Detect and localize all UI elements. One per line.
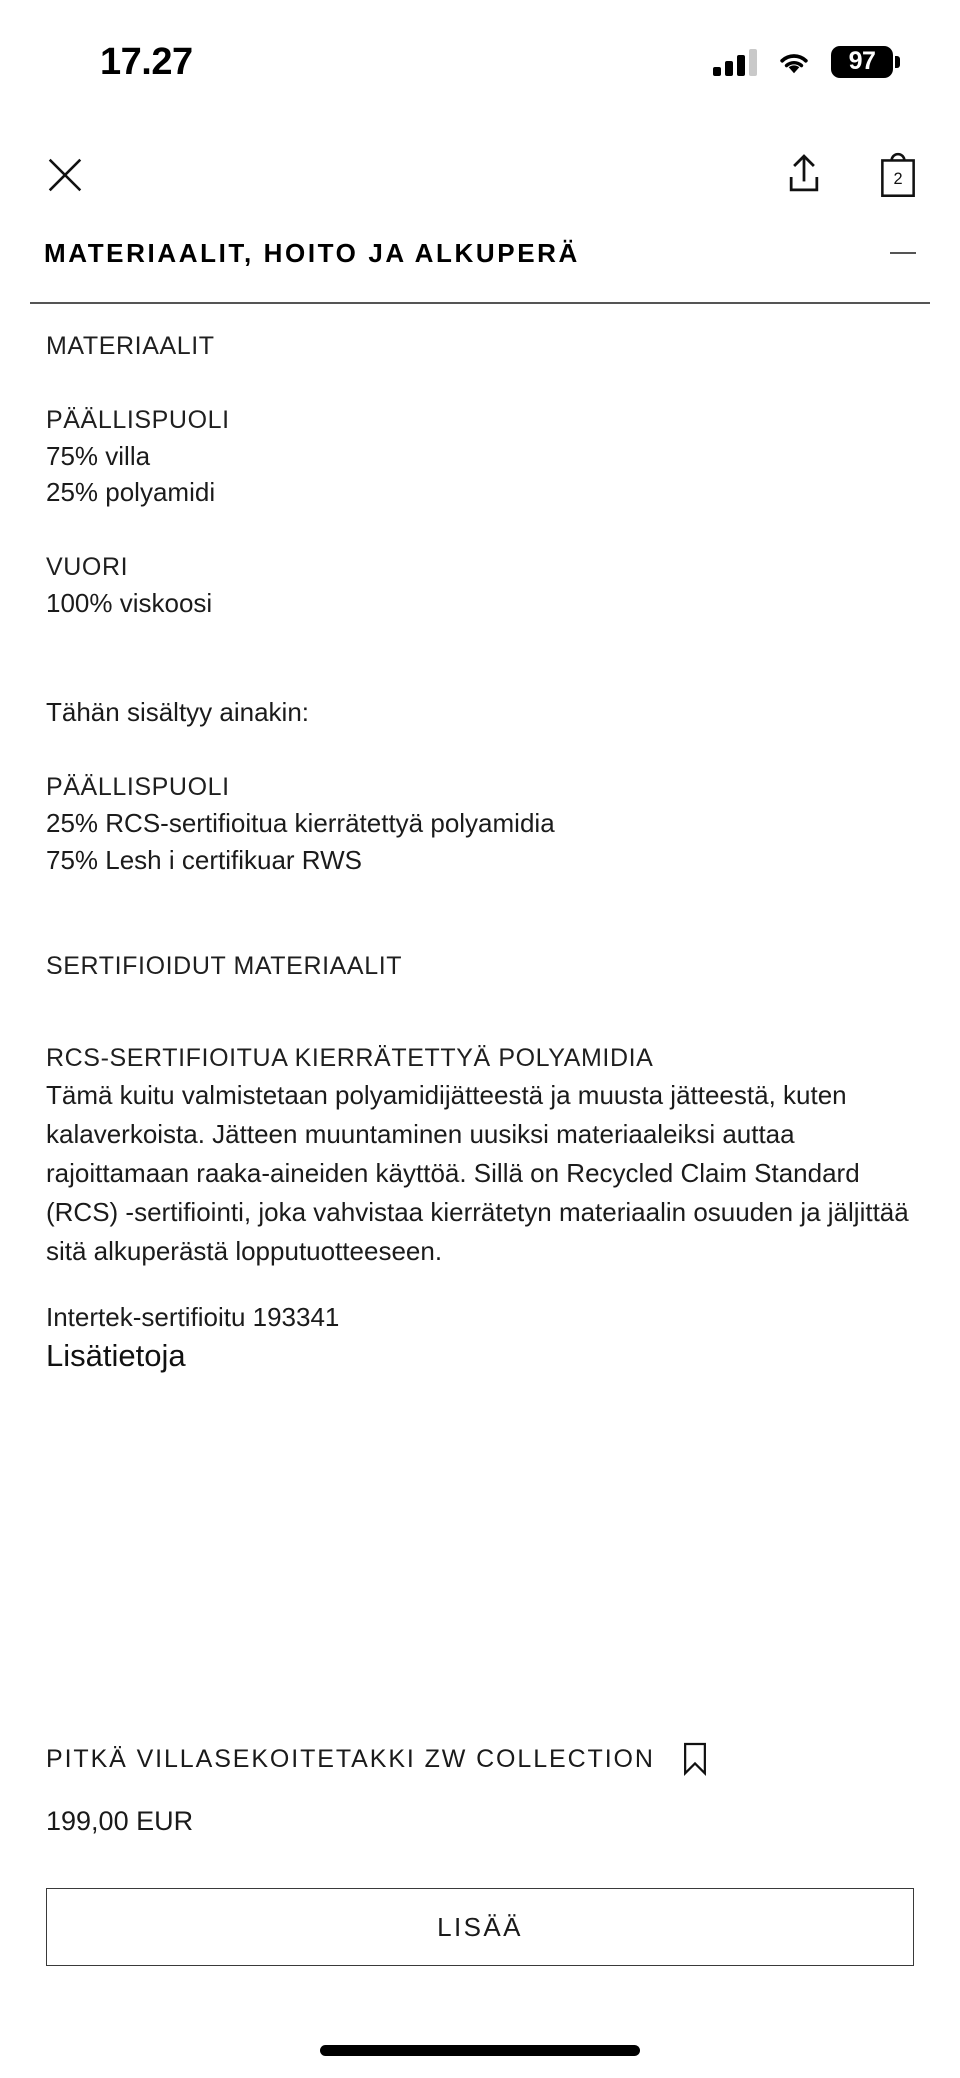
bag-count-label: 2 [893, 169, 903, 188]
certificate-number: Intertek-sertifioitu 193341 [46, 1301, 340, 1332]
certification-image [34, 1498, 694, 1656]
battery-level-label: 97 [848, 47, 876, 75]
includes-line-2: 75% Lesh i certifikuar RWS [46, 844, 362, 875]
shopping-bag-button[interactable] [878, 150, 918, 200]
lining-material-line-1: 100% viskoosi [46, 588, 213, 619]
cellular-signal-icon [713, 48, 757, 76]
header-divider [30, 302, 930, 304]
materials-content [0, 330, 960, 1376]
includes-outer-label: PÄÄLLISPUOLI [46, 772, 230, 801]
bookmark-icon[interactable] [681, 1742, 709, 1776]
status-bar [0, 0, 960, 95]
lining-material-label: VUORI [46, 553, 129, 582]
wifi-icon [775, 48, 813, 76]
materials-heading: MATERIAALIT [46, 332, 215, 360]
status-indicators [713, 46, 900, 78]
page-title: MATERIAALIT, HOITO JA ALKUPERÄ [44, 238, 580, 268]
share-button[interactable] [782, 152, 826, 198]
close-icon [42, 152, 88, 198]
battery-indicator [831, 46, 900, 78]
add-to-bag-button[interactable]: LISÄÄ [46, 1888, 914, 1966]
more-info-link[interactable]: Lisätietoja [46, 1337, 186, 1373]
home-indicator[interactable] [320, 2045, 640, 2056]
includes-intro: Tähän sisältyy ainakin: [46, 696, 310, 727]
certified-materials-heading: SERTIFIOIDUT MATERIAALIT [46, 952, 403, 981]
shopping-bag-icon [878, 150, 918, 200]
share-icon [782, 152, 826, 198]
outer-material-line-2: 25% polyamidi [46, 477, 216, 508]
minus-icon[interactable] [890, 252, 916, 254]
certified-description: Tämä kuitu valmistetaan polyamidijätteestä ja muusta jätteestä, kuten kalaverkoista. Jätteen muuntaminen uusiksi materiaaleiksi auttaa rajoittamaan raaka-aineiden käyttöä. Sillä on Recycled Claim Standard (RCS) -sertifiointi, joka vahvistaa kierrätetyn materiaalin osuuden ja jäljittää sitä alkuperästä lopputuotteeseen. [46, 1079, 909, 1266]
outer-material-label: PÄÄLLISPUOLI [46, 405, 230, 434]
status-time: 17.27 [100, 40, 193, 83]
product-price: 199,00 EUR [46, 1806, 194, 1836]
includes-line-1: 25% RCS-sertifioitua kierrätettyä polyamidia [46, 807, 555, 838]
product-summary [46, 1742, 914, 1776]
close-button[interactable] [42, 152, 88, 198]
navigation-bar [0, 130, 960, 220]
certified-item-title: RCS-SERTIFIOITUA KIERRÄTETTYÄ POLYAMIDIA [46, 1044, 654, 1073]
product-title: PITKÄ VILLASEKOITETAKKI ZW COLLECTION [46, 1744, 655, 1773]
outer-material-line-1: 75% villa [46, 440, 151, 471]
accordion-header[interactable] [0, 240, 960, 266]
